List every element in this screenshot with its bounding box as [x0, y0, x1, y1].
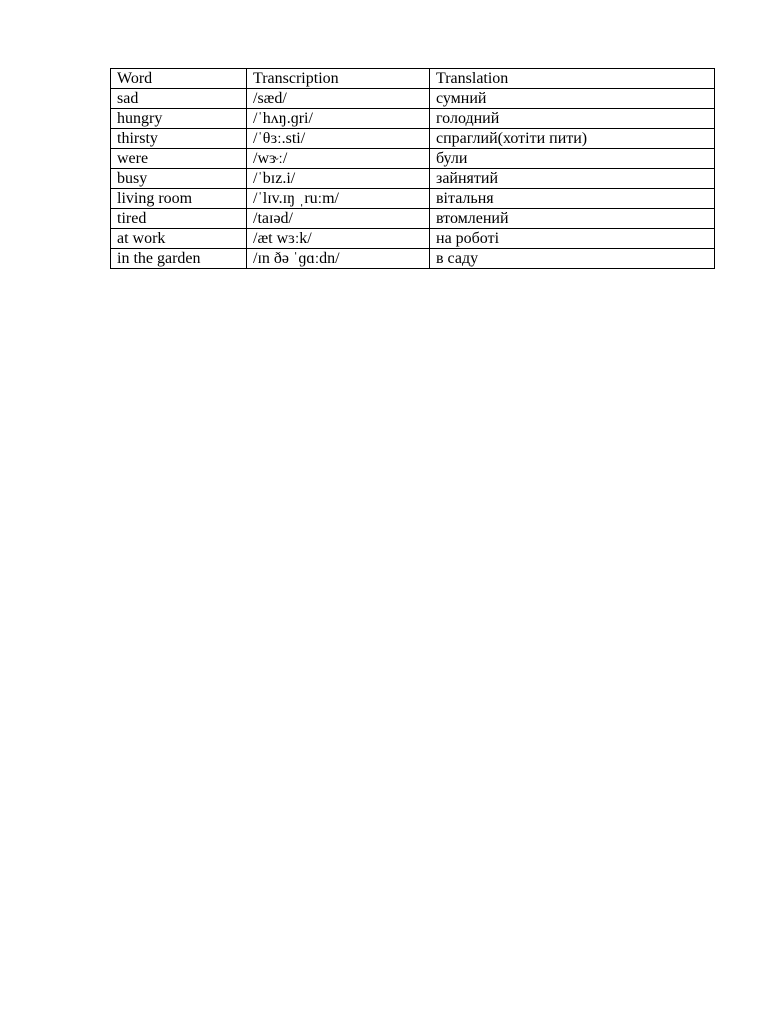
word-cell: busy — [111, 169, 247, 189]
translation-cell: голодний — [430, 109, 715, 129]
header-translation: Translation — [430, 69, 715, 89]
transcription-cell: /ˈbɪz.i/ — [247, 169, 430, 189]
table-row — [111, 249, 715, 269]
vocabulary-table — [110, 68, 715, 269]
transcription-cell: /sæd/ — [247, 89, 430, 109]
transcription-cell: /ˈlɪv.ɪŋ ˌruːm/ — [247, 189, 430, 209]
translation-cell: спраглий(хотіти пити) — [430, 129, 715, 149]
table-row — [111, 169, 715, 189]
table-header-row — [111, 69, 715, 89]
table-row — [111, 89, 715, 109]
translation-cell: в саду — [430, 249, 715, 269]
translation-cell: були — [430, 149, 715, 169]
header-transcription: Transcription — [247, 69, 430, 89]
table-row — [111, 229, 715, 249]
translation-cell: втомлений — [430, 209, 715, 229]
transcription-cell: /æt wɜːk/ — [247, 229, 430, 249]
table-row — [111, 209, 715, 229]
translation-cell: на роботі — [430, 229, 715, 249]
translation-cell: вітальня — [430, 189, 715, 209]
word-cell: at work — [111, 229, 247, 249]
word-cell: tired — [111, 209, 247, 229]
transcription-cell: /ˈθɜː.sti/ — [247, 129, 430, 149]
transcription-cell: /wɝː/ — [247, 149, 430, 169]
translation-cell: сумний — [430, 89, 715, 109]
table-row — [111, 129, 715, 149]
header-word: Word — [111, 69, 247, 89]
word-cell: thirsty — [111, 129, 247, 149]
table-row — [111, 189, 715, 209]
word-cell: living room — [111, 189, 247, 209]
word-cell: sad — [111, 89, 247, 109]
word-cell: hungry — [111, 109, 247, 129]
word-cell: were — [111, 149, 247, 169]
table-row — [111, 109, 715, 129]
transcription-cell: /taɪəd/ — [247, 209, 430, 229]
transcription-cell: /ɪn ðə ˈɡɑːdn/ — [247, 249, 430, 269]
word-cell: in the garden — [111, 249, 247, 269]
transcription-cell: /ˈhʌŋ.ɡri/ — [247, 109, 430, 129]
translation-cell: зайнятий — [430, 169, 715, 189]
table-row — [111, 149, 715, 169]
